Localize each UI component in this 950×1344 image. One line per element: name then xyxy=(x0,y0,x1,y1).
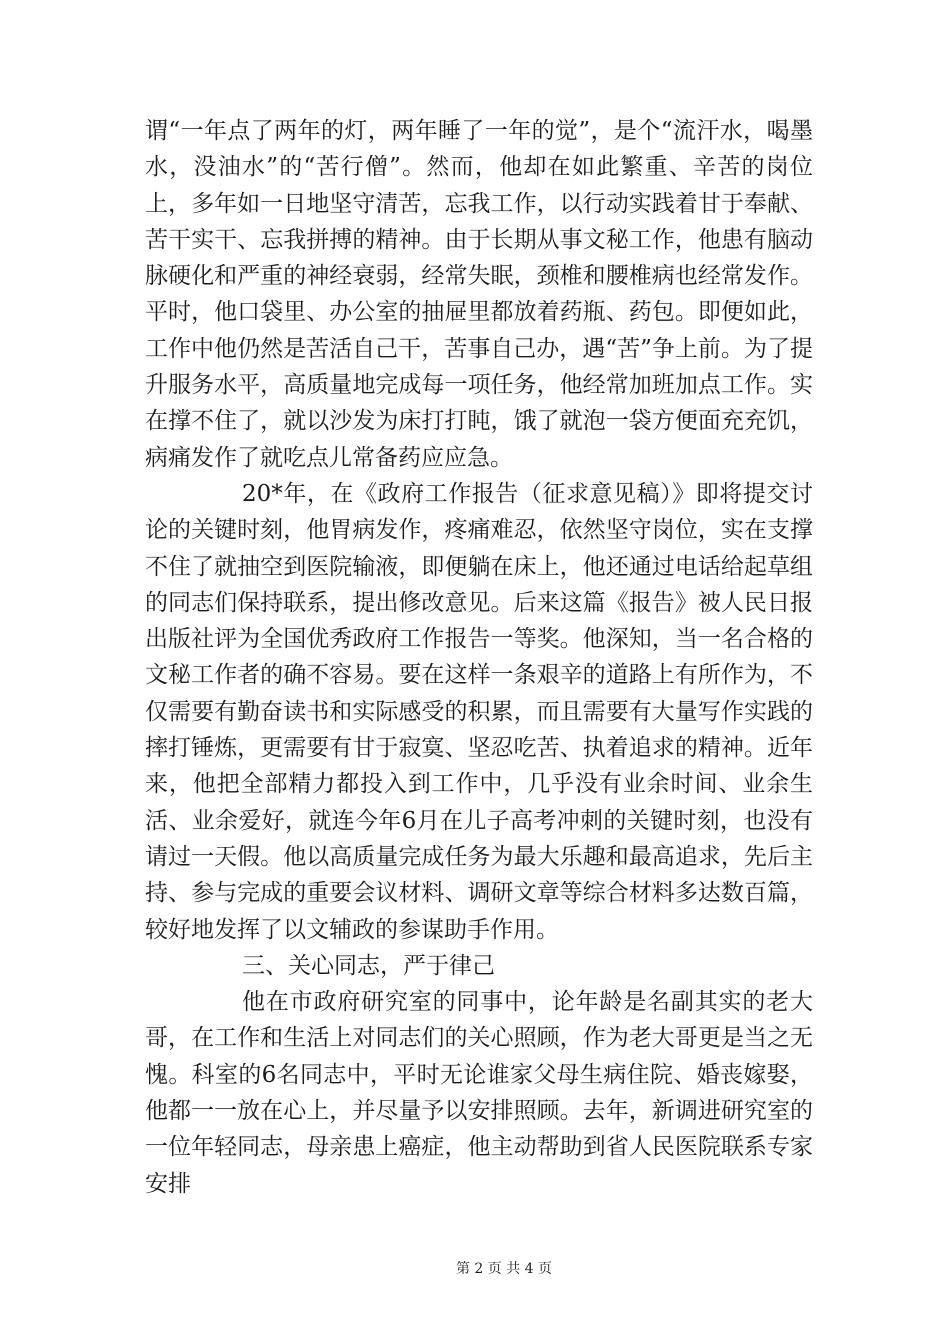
document-body xyxy=(145,113,813,1202)
paragraph-government-report: 20*年，在《政府工作报告（征求意见稿）》即将提交讨论的关键时刻，他胃病发作，疼痛难忍，依然坚守岗位，实在支撑不住了就抽空到医院输液，即便躺在床上，他还通过电话给起草组的同志们保持联系，提出修改意见。后来这篇《报告》被人民日报出版社评为全国优秀政府工作报告一等奖。他深知，当一名合格的文秘工作者的确不容易。要在这样一条艰辛的道路上有所作为，不仅需要有勤奋读书和实际感受的积累，而且需要有大量写作实践的摔打锤炼，更需要有甘于寂寞、坚忍吃苦、执着追求的精神。近年来，他把全部精力都投入到工作中，几乎没有业余时间、业余生活、业余爱好，就连今年6月在儿子高考冲刺的关键时刻，也没有请过一天假。他以高质量完成任务为最大乐趣和最高追求，先后主持、参与完成的重要会议材料、调研文章等综合材料多达数百篇，较好地发挥了以文辅政的参谋助手作用。 xyxy=(145,480,813,943)
section-heading-care-for-colleagues: 三、关心同志，严于律己 xyxy=(242,952,495,979)
paragraph-overwork: 谓“一年点了两年的灯，两年睡了一年的觉”，是个“流汗水，喝墨水，没油水”的“苦行僧”。然而，他却在如此繁重、辛苦的岗位上，多年如一日地坚守清苦，忘我工作，以行动实践着甘于奉献、苦干实干、忘我拼搏的精神。由于长期从事文秘工作，他患有脑动脉硬化和严重的神经衰弱，经常失眠，颈椎和腰椎病也经常发作。平时，他口袋里、办公室的抽屉里都放着药瓶、药包。即便如此，工作中他仍然是苦活自己干，苦事自己办，遇“苦”争上前。为了提升服务水平，高质量地完成每一项任务，他经常加班加点工作。实在撑不住了，就以沙发为床打打盹，饿了就泡一袋方便面充充饥，病痛发作了就吃点儿常备药应应急。 xyxy=(145,118,813,471)
paragraph-elder-brother: 他在市政府研究室的同事中，论年龄是名副其实的老大哥，在工作和生活上对同志们的关心照顾，作为老大哥更是当之无愧。科室的6名同志中，平时无论谁家父母生病住院、婚丧嫁娶，他都一一放在心上，并尽量予以安排照顾。去年，新调进研究室的一位年轻同志，母亲患上癌症，他主动帮助到省人民医院联系专家安排 xyxy=(145,989,813,1197)
page-number-footer: 第 2 页 共 4 页 xyxy=(455,1261,553,1277)
